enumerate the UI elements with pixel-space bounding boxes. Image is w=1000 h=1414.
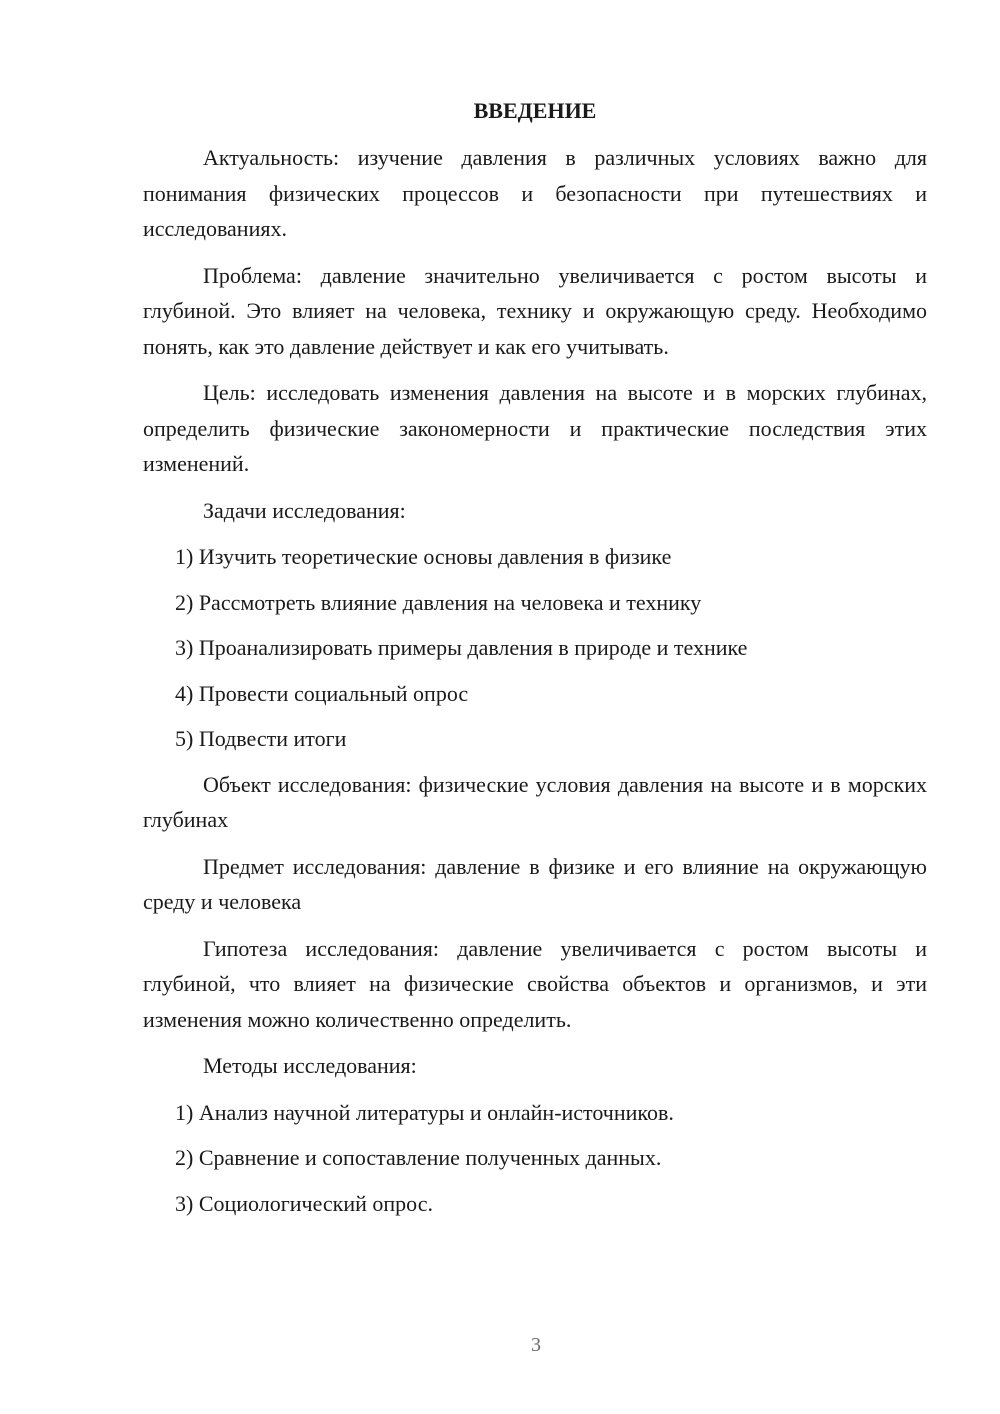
tasks-title: Задачи исследования: <box>203 497 406 523</box>
document-page <box>143 96 927 1231</box>
tasks-list <box>143 539 927 757</box>
problem-paragraph: Проблема: давление значительно увеличивается с ростом высоты и глубиной. Это влияет на человека, технику и окружающую среду. Необходимо понять, как это давление действует и как его учитывать. <box>143 262 927 359</box>
goal-paragraph: Цель: исследовать изменения давления на высоте и в морских глубинах, определить физические закономерности и практические последствия этих изменений. <box>143 380 927 476</box>
section-heading: ВВЕДЕНИЕ <box>473 98 597 123</box>
list-item: 5) Подвести итоги <box>175 726 347 751</box>
subject-paragraph: Предмет исследования: давление в физике и его влияние на окружающую среду и человека <box>143 853 927 914</box>
page-number: 3 <box>531 1334 541 1356</box>
methods-title: Методы исследования: <box>203 1053 417 1078</box>
methods-list <box>143 1095 927 1222</box>
object-paragraph: Объект исследования: физические условия давления на высоте и в морских глубинах <box>143 771 927 832</box>
hypothesis-paragraph: Гипотеза исследования: давление увеличивается с ростом высоты и глубиной, что влияет на физические свойства объектов и организмов, и эти изменения можно количественно определить. <box>143 935 927 1032</box>
list-item: 2) Сравнение и сопоставление полученных данных. <box>175 1145 662 1170</box>
list-item: 1) Анализ научной литературы и онлайн-источников. <box>175 1099 674 1125</box>
list-item: 3) Социологический опрос. <box>175 1190 433 1216</box>
list-item: 3) Проанализировать примеры давления в природе и технике <box>175 635 748 660</box>
list-item: 4) Провести социальный опрос <box>175 680 469 706</box>
list-item: 1) Изучить теоретические основы давления в физике <box>175 544 672 569</box>
list-item: 2) Рассмотреть влияние давления на человека и технику <box>175 589 702 615</box>
relevance-paragraph: Актуальность: изучение давления в различных условиях важно для понимания физических процессов и безопасности при путешествиях и исследованиях. <box>143 145 927 241</box>
